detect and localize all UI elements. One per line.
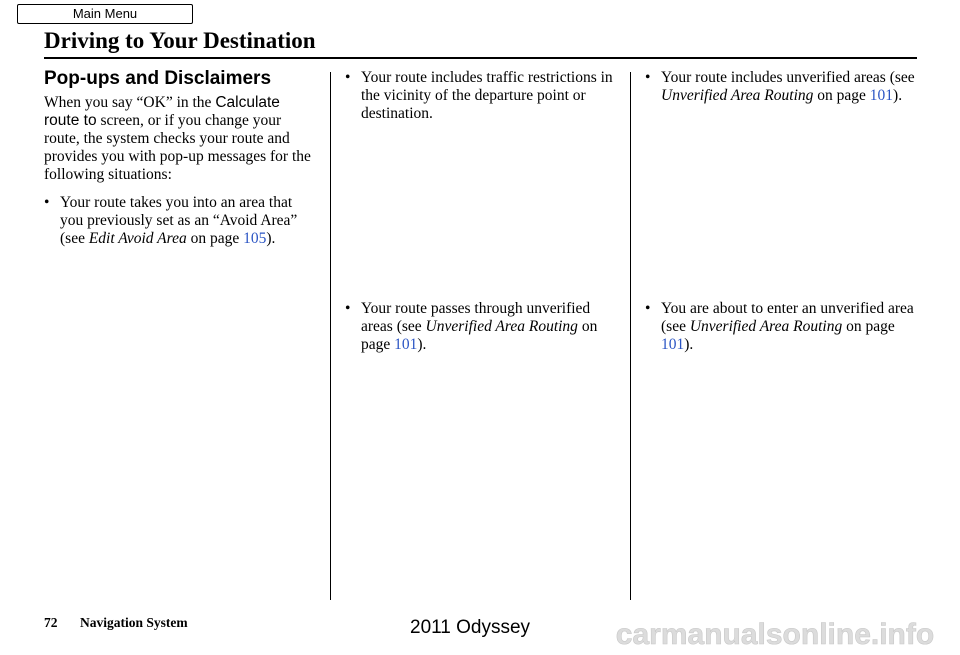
page-link-101[interactable]: 101 bbox=[661, 336, 685, 353]
bullet-text: Your route includes traffic restrictions in the vicinity of the departure point or destination. bbox=[361, 69, 613, 122]
bullet-text: ). bbox=[266, 230, 276, 247]
bullet-glyph: • bbox=[645, 300, 651, 317]
bullet-text: on page bbox=[842, 318, 895, 335]
reference-title: Unverified Area Routing bbox=[689, 318, 843, 335]
column-3 bbox=[645, 69, 920, 353]
reference-title: Unverified Area Routing bbox=[425, 318, 578, 335]
bullet-text: ). bbox=[417, 336, 427, 353]
title-rule bbox=[44, 57, 917, 59]
bullet-glyph: • bbox=[645, 69, 651, 86]
footer-section-name: Navigation System bbox=[80, 615, 188, 630]
bullet-traffic-restrictions bbox=[345, 69, 620, 123]
intro-paragraph bbox=[44, 94, 319, 184]
column-divider bbox=[330, 72, 331, 600]
intro-text-a: When you say “OK” in the bbox=[44, 94, 216, 111]
page-link-105[interactable]: 105 bbox=[243, 230, 267, 247]
bullet-text: You are about to enter an unverified area (see bbox=[661, 300, 914, 335]
bullet-text: ). bbox=[893, 87, 903, 104]
bullet-unverified-areas-includes bbox=[645, 69, 920, 105]
screen-name-text: Calculate route to bbox=[44, 94, 280, 129]
bullet-text: on page bbox=[186, 230, 244, 247]
main-menu-button[interactable]: Main Menu bbox=[17, 4, 193, 24]
footer-page-number: 72 bbox=[44, 615, 58, 630]
bullet-unverified-areas-passes bbox=[345, 300, 620, 354]
bullet-avoid-area bbox=[44, 194, 319, 248]
bullet-text: on page bbox=[361, 318, 598, 353]
reference-title: Edit Avoid Area bbox=[88, 230, 187, 247]
bullet-enter-unverified-area bbox=[645, 300, 920, 354]
column-divider bbox=[630, 72, 631, 600]
bullet-text: Your route takes you into an area that you previously set as an “Avoid Area” (see bbox=[60, 194, 298, 247]
bullet-text: Your route passes through unverified areas (see bbox=[361, 300, 591, 335]
site-watermark bbox=[600, 618, 950, 652]
intro-text-b: screen, or if you change your route, the system checks your route and provides you with pop-up messages for the following situations: bbox=[44, 112, 311, 183]
bullet-text: on page bbox=[813, 87, 870, 104]
page-link-101[interactable]: 101 bbox=[394, 336, 418, 353]
page-link-101[interactable]: 101 bbox=[869, 87, 894, 104]
page-title: Driving to Your Destination bbox=[44, 28, 316, 53]
site-watermark-text: carmanualsonline.info bbox=[615, 618, 935, 651]
column-2 bbox=[345, 69, 620, 353]
model-watermark: 2011 Odyssey bbox=[410, 617, 531, 638]
bullet-text: ). bbox=[684, 336, 694, 353]
bullet-glyph: • bbox=[44, 194, 50, 211]
section-heading: Pop-ups and Disclaimers bbox=[44, 68, 272, 89]
bullet-text: Your route includes unverified areas (see bbox=[661, 69, 915, 86]
column-1 bbox=[44, 68, 319, 248]
bullet-glyph: • bbox=[345, 300, 351, 317]
reference-title: Unverified Area Routing bbox=[661, 87, 814, 104]
bullet-glyph: • bbox=[345, 69, 351, 86]
